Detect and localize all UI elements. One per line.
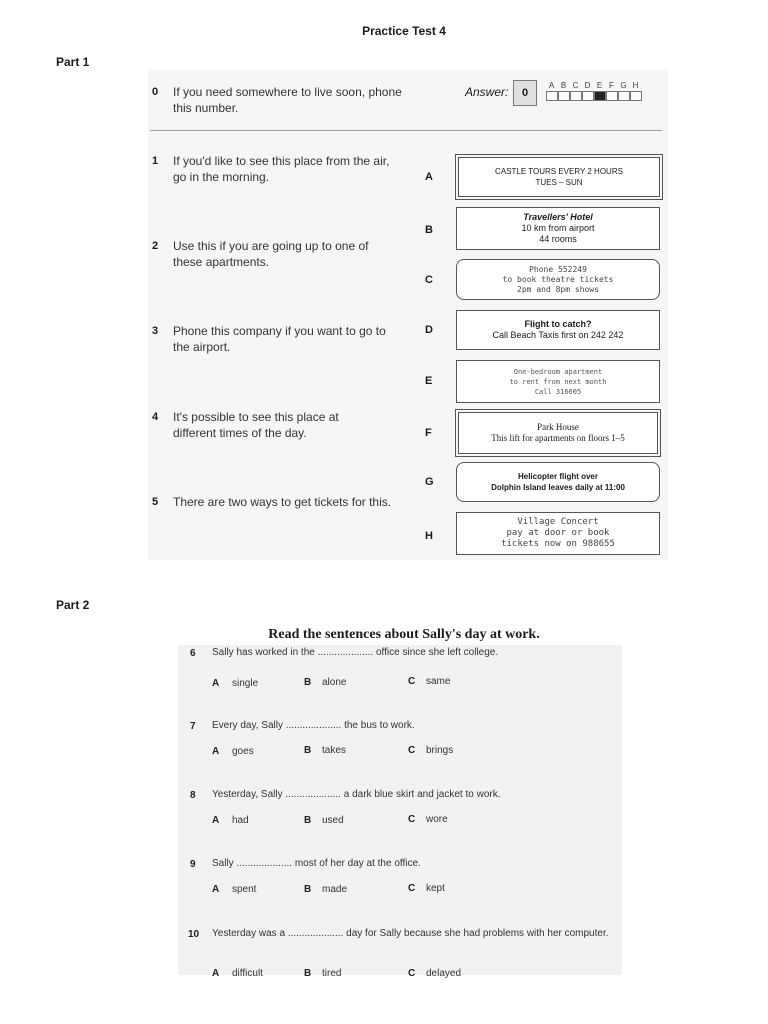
- question-8-number: 8: [190, 790, 196, 801]
- example-divider: [150, 130, 662, 131]
- question-2-number: 2: [152, 240, 159, 252]
- question-1-text: If you'd like to see this place from the air, go in the morning.: [173, 154, 390, 184]
- question-3-text: Phone this company if you want to go to the airport.: [173, 324, 386, 354]
- answer-checkbox[interactable]: [558, 91, 570, 101]
- question-3-number: 3: [152, 325, 159, 337]
- notice-f-letter: F: [425, 427, 432, 439]
- answer-number-box: 0: [513, 80, 537, 106]
- notice-h-letter: H: [425, 530, 433, 542]
- question-5-text: There are two ways to get tickets for this.: [173, 495, 392, 509]
- question-7-number: 7: [190, 721, 196, 732]
- page-title: Practice Test 4: [362, 24, 446, 38]
- part1-label: Part 1: [56, 55, 90, 69]
- part2-scan-area: [178, 645, 622, 975]
- notice-f: [458, 412, 658, 454]
- answer-checkbox[interactable]: [582, 91, 594, 101]
- notice-c: [456, 259, 660, 300]
- question-6-number: 6: [190, 648, 196, 659]
- q8-option-c-letter: C: [408, 814, 416, 825]
- notice-b-line-1: Travellers' Hotel: [523, 212, 593, 222]
- notice-a: [458, 157, 660, 197]
- notice-d-line-1: Flight to catch?: [524, 319, 592, 329]
- notice-d-letter: D: [425, 324, 433, 336]
- notice-g-line-1: Helicopter flight over: [517, 472, 598, 481]
- q9-option-a: spent: [232, 884, 257, 895]
- q6-option-b-letter: B: [304, 677, 312, 688]
- notice-g: [456, 462, 660, 502]
- notice-a-line-2: TUES – SUN: [535, 178, 583, 187]
- question-6-sentence: Sally has worked in the .................... office since she left college.: [212, 647, 499, 658]
- example-text: If you need somewhere to live soon, phone this number.: [173, 85, 402, 115]
- q9-option-a-letter: A: [212, 884, 220, 895]
- q10-option-a-letter: A: [212, 968, 220, 979]
- question-9-sentence: Sally .................... most of her day at the office.: [212, 858, 421, 869]
- notice-h-line-1: Village Concert: [517, 517, 599, 527]
- q7-option-a-letter: A: [212, 746, 220, 757]
- q8-option-a: had: [232, 815, 249, 826]
- part2-label: Part 2: [56, 598, 90, 612]
- answer-option-label: C: [572, 81, 579, 90]
- q6-option-b: alone: [322, 677, 347, 688]
- notice-e-line-2: to rent from next month: [509, 377, 607, 386]
- notice-g-line-2: Dolphin Island leaves daily at 11:00: [491, 483, 625, 492]
- notice-e-line-3: Call 316605: [534, 387, 582, 396]
- q10-option-b: tired: [322, 968, 342, 979]
- answer-option-label: E: [596, 81, 603, 90]
- notice-c-letter: C: [425, 274, 433, 286]
- q6-option-c: same: [426, 676, 451, 687]
- q9-option-b: made: [322, 884, 348, 895]
- q7-option-c-letter: C: [408, 745, 416, 756]
- question-10-number: 10: [188, 929, 200, 940]
- notice-g-letter: G: [425, 476, 434, 488]
- notice-c-line-1: Phone 552249: [529, 264, 587, 274]
- example-number: 0: [152, 86, 159, 98]
- question-7-sentence: Every day, Sally .................... the bus to work.: [212, 720, 415, 731]
- answer-checkbox[interactable]: [570, 91, 582, 101]
- q9-option-c-letter: C: [408, 883, 416, 894]
- q7-option-c: brings: [426, 745, 454, 756]
- question-9-number: 9: [190, 859, 196, 870]
- answer-option-label: D: [584, 81, 591, 90]
- notice-c-line-2: to book theatre tickets: [502, 274, 614, 284]
- answer-option-label: A: [548, 81, 555, 90]
- answer-grid: [546, 81, 641, 101]
- notice-d-line-2: Call Beach Taxis first on 242 242: [492, 330, 624, 340]
- answer-option-label: F: [609, 81, 614, 90]
- question-5-number: 5: [152, 496, 159, 508]
- q7-option-b-letter: B: [304, 745, 312, 756]
- question-10-sentence: Yesterday was a .................... day for Sally because she had problems with her computer.: [212, 928, 609, 939]
- q8-option-a-letter: A: [212, 815, 220, 826]
- q8-option-b: used: [322, 815, 344, 826]
- notice-e: [456, 360, 660, 403]
- question-4-text: It's possible to see this place at different times of the day.: [173, 410, 339, 440]
- notice-h-line-3: tickets now on 988655: [501, 539, 615, 549]
- question-1-number: 1: [152, 155, 159, 167]
- q7-option-a: goes: [232, 746, 254, 757]
- q6-option-a: single: [232, 678, 259, 689]
- q10-option-a: difficult: [232, 968, 263, 979]
- answer-option-g[interactable]: [618, 81, 629, 101]
- answer-checkbox[interactable]: [606, 91, 618, 101]
- q6-option-a-letter: A: [212, 678, 220, 689]
- notice-f-line-1: Park House: [537, 422, 579, 432]
- answer-option-label: H: [632, 81, 639, 90]
- notice-e-line-1: One-bedroom apartment: [513, 367, 603, 376]
- notice-h: [456, 512, 660, 555]
- q10-option-c-letter: C: [408, 968, 416, 979]
- notice-e-letter: E: [425, 375, 433, 387]
- notice-b: [456, 207, 660, 250]
- notice-d: [456, 310, 660, 350]
- q9-option-c: kept: [426, 883, 445, 894]
- answer-option-a[interactable]: [546, 81, 557, 101]
- answer-option-label: G: [620, 81, 627, 90]
- answer-option-b[interactable]: [558, 81, 569, 101]
- question-2-text: Use this if you are going up to one of these apartments.: [173, 239, 369, 269]
- answer-checkbox[interactable]: [594, 91, 606, 101]
- notice-c-line-3: 2pm and 8pm shows: [517, 284, 599, 294]
- question-4-number: 4: [152, 411, 159, 423]
- answer-checkbox[interactable]: [546, 91, 558, 101]
- q9-option-b-letter: B: [304, 884, 312, 895]
- notice-b-letter: B: [425, 224, 433, 236]
- part2-heading: Read the sentences about Sally's day at work.: [268, 627, 540, 642]
- q6-option-c-letter: C: [408, 676, 416, 687]
- answer-checkbox[interactable]: [630, 91, 642, 101]
- q8-option-c: wore: [426, 814, 448, 825]
- answer-option-c[interactable]: [570, 81, 581, 101]
- answer-option-h[interactable]: [630, 81, 641, 101]
- notice-f-line-2: This lift for apartments on floors 1–5: [491, 433, 625, 443]
- answer-option-label: B: [560, 81, 567, 90]
- notice-b-line-2: 10 km from airport: [521, 223, 595, 233]
- answer-option-e[interactable]: [594, 81, 605, 101]
- q10-option-c: delayed: [426, 968, 462, 979]
- notice-a-letter: A: [425, 171, 433, 183]
- notice-h-line-2: pay at door or book: [506, 528, 610, 538]
- question-8-sentence: Yesterday, Sally .................... a dark blue skirt and jacket to work.: [212, 789, 501, 800]
- q10-option-b-letter: B: [304, 968, 312, 979]
- q7-option-b: takes: [322, 745, 346, 756]
- q8-option-b-letter: B: [304, 815, 312, 826]
- notice-b-line-3: 44 rooms: [539, 234, 577, 244]
- answer-option-d[interactable]: [582, 81, 593, 101]
- answer-label: Answer:: [465, 85, 509, 99]
- answer-option-f[interactable]: [606, 81, 617, 101]
- notice-a-line-1: CASTLE TOURS EVERY 2 HOURS: [495, 167, 623, 176]
- answer-checkbox[interactable]: [618, 91, 630, 101]
